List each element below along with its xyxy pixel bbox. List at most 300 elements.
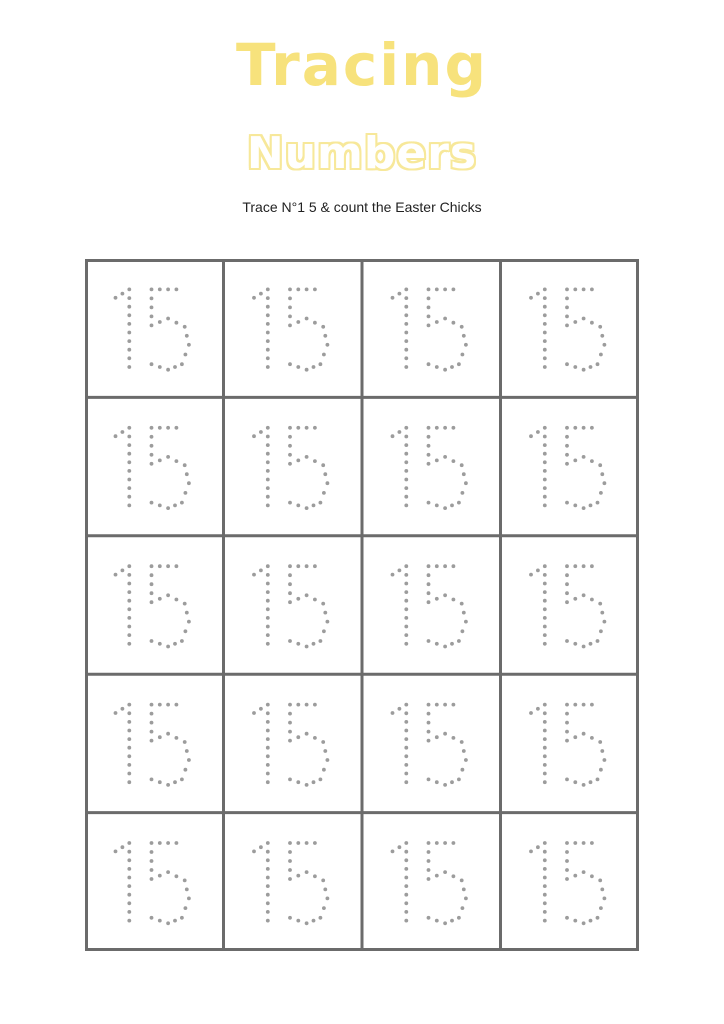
digit-one-dot bbox=[404, 772, 408, 776]
digit-five-dot bbox=[323, 888, 327, 892]
digit-five-dot bbox=[427, 462, 431, 466]
tracing-cell bbox=[252, 426, 329, 510]
digit-five-dot bbox=[427, 721, 431, 725]
digit-five-dot bbox=[312, 919, 316, 923]
digit-five-dot bbox=[158, 459, 162, 463]
digit-five-dot bbox=[288, 297, 292, 301]
digit-five-dot bbox=[288, 730, 292, 734]
digit-five-dot bbox=[321, 602, 325, 606]
digit-five-dot bbox=[443, 732, 447, 736]
tracing-cell bbox=[391, 841, 468, 925]
digit-five-dot bbox=[312, 365, 316, 369]
tracing-cell bbox=[252, 841, 329, 925]
digit-one-dot bbox=[543, 599, 547, 603]
digit-one-dot bbox=[266, 495, 270, 499]
digit-one-dot bbox=[404, 322, 408, 326]
digit-one-dot bbox=[266, 452, 270, 456]
digit-one-dot bbox=[266, 625, 270, 629]
digit-one-dot bbox=[266, 746, 270, 750]
digit-five-dot bbox=[185, 472, 189, 476]
digit-five-dot bbox=[590, 426, 594, 430]
digit-five-dot bbox=[305, 593, 309, 597]
digit-five-dot bbox=[450, 642, 454, 646]
digit-one-dot bbox=[543, 858, 547, 862]
digit-five-dot bbox=[150, 453, 154, 457]
digit-five-dot bbox=[427, 362, 431, 366]
digit-one-dot bbox=[266, 607, 270, 611]
digit-five-dot bbox=[187, 620, 191, 624]
digit-one-dot bbox=[252, 434, 256, 438]
digit-five-dot bbox=[185, 334, 189, 338]
digit-five-dot bbox=[288, 435, 292, 439]
digit-one-dot bbox=[114, 434, 118, 438]
digit-five-dot bbox=[184, 768, 188, 772]
digit-five-dot bbox=[464, 343, 468, 347]
digit-five-dot bbox=[427, 501, 431, 505]
tracing-cell bbox=[391, 426, 468, 510]
digit-five-dot bbox=[590, 564, 594, 568]
digit-five-dot bbox=[452, 459, 456, 463]
digit-five-dot bbox=[323, 472, 327, 476]
digit-five-dot bbox=[296, 841, 300, 845]
digit-one-dot bbox=[404, 746, 408, 750]
digit-five-dot bbox=[326, 343, 330, 347]
digit-five-dot bbox=[582, 703, 586, 707]
digit-five-dot bbox=[313, 459, 317, 463]
digit-five-dot bbox=[322, 353, 326, 357]
digit-one-dot bbox=[127, 426, 131, 430]
digit-five-dot bbox=[296, 735, 300, 739]
digit-one-dot bbox=[404, 331, 408, 335]
digit-one-dot bbox=[404, 452, 408, 456]
digit-five-dot bbox=[435, 642, 439, 646]
digit-one-dot bbox=[543, 582, 547, 586]
digit-five-dot bbox=[150, 573, 154, 577]
digit-one-dot bbox=[266, 331, 270, 335]
digit-one-dot bbox=[404, 305, 408, 309]
digit-five-dot bbox=[321, 325, 325, 329]
digit-one-dot bbox=[114, 711, 118, 715]
digit-one-dot bbox=[266, 876, 270, 880]
digit-five-dot bbox=[313, 321, 317, 325]
digit-one-dot bbox=[127, 599, 131, 603]
digit-one-dot bbox=[529, 573, 533, 577]
digit-five-dot bbox=[565, 462, 569, 466]
digit-five-dot bbox=[296, 703, 300, 707]
digit-five-dot bbox=[323, 749, 327, 753]
digit-five-dot bbox=[323, 611, 327, 615]
digit-five-dot bbox=[427, 582, 431, 586]
digit-five-dot bbox=[599, 353, 603, 357]
digit-one-dot bbox=[121, 430, 125, 434]
digit-five-dot bbox=[322, 491, 326, 495]
digit-one-dot bbox=[266, 901, 270, 905]
digit-one-dot bbox=[404, 313, 408, 317]
digit-five-dot bbox=[288, 877, 292, 881]
digit-one-dot bbox=[127, 737, 131, 741]
digit-five-dot bbox=[589, 919, 593, 923]
digit-one-dot bbox=[127, 642, 131, 646]
digit-five-dot bbox=[296, 504, 300, 508]
digit-five-dot bbox=[185, 749, 189, 753]
digit-five-dot bbox=[590, 736, 594, 740]
digit-one-dot bbox=[266, 469, 270, 473]
digit-five-dot bbox=[319, 916, 323, 920]
digit-five-dot bbox=[464, 758, 468, 762]
digit-five-dot bbox=[596, 501, 600, 505]
digit-one-dot bbox=[543, 590, 547, 594]
digit-one-dot bbox=[404, 703, 408, 707]
digit-five-dot bbox=[573, 426, 577, 430]
digit-five-dot bbox=[150, 582, 154, 586]
digit-five-dot bbox=[288, 859, 292, 863]
digit-one-dot bbox=[404, 919, 408, 923]
digit-one-dot bbox=[529, 434, 533, 438]
digit-five-dot bbox=[319, 501, 323, 505]
digit-five-dot bbox=[305, 783, 309, 787]
digit-five-dot bbox=[457, 501, 461, 505]
digit-five-dot bbox=[582, 593, 586, 597]
digit-five-dot bbox=[180, 639, 184, 643]
digit-five-dot bbox=[288, 703, 292, 707]
digit-one-dot bbox=[259, 569, 263, 573]
tracing-cell bbox=[114, 426, 191, 510]
tracing-grid bbox=[85, 259, 639, 951]
digit-five-dot bbox=[600, 472, 604, 476]
digit-one-dot bbox=[127, 884, 131, 888]
digit-one-dot bbox=[127, 858, 131, 862]
digit-five-dot bbox=[590, 841, 594, 845]
digit-one-dot bbox=[266, 867, 270, 871]
digit-one-dot bbox=[391, 850, 395, 854]
digit-five-dot bbox=[150, 288, 154, 292]
digit-one-dot bbox=[391, 711, 395, 715]
digit-one-dot bbox=[391, 296, 395, 300]
digit-one-dot bbox=[266, 772, 270, 776]
digit-one-dot bbox=[404, 642, 408, 646]
digit-five-dot bbox=[452, 598, 456, 602]
digit-one-dot bbox=[127, 607, 131, 611]
digit-five-dot bbox=[457, 778, 461, 782]
digit-one-dot bbox=[127, 478, 131, 482]
digit-five-dot bbox=[573, 459, 577, 463]
digit-one-dot bbox=[543, 867, 547, 871]
digit-five-dot bbox=[288, 600, 292, 604]
digit-one-dot bbox=[114, 573, 118, 577]
digit-five-dot bbox=[288, 721, 292, 725]
digit-five-dot bbox=[565, 297, 569, 301]
digit-five-dot bbox=[313, 736, 317, 740]
digit-one-dot bbox=[266, 642, 270, 646]
digit-one-dot bbox=[114, 296, 118, 300]
digit-five-dot bbox=[582, 783, 586, 787]
digit-five-dot bbox=[443, 645, 447, 649]
digit-five-dot bbox=[600, 334, 604, 338]
digit-one-dot bbox=[543, 313, 547, 317]
digit-one-dot bbox=[543, 729, 547, 733]
digit-one-dot bbox=[404, 858, 408, 862]
digit-one-dot bbox=[266, 884, 270, 888]
digit-one-dot bbox=[127, 867, 131, 871]
digit-five-dot bbox=[565, 362, 569, 366]
digit-five-dot bbox=[150, 703, 154, 707]
digit-one-dot bbox=[127, 348, 131, 352]
digit-five-dot bbox=[158, 841, 162, 845]
digit-five-dot bbox=[175, 841, 179, 845]
digit-five-dot bbox=[150, 297, 154, 301]
digit-one-dot bbox=[404, 780, 408, 784]
digit-five-dot bbox=[427, 297, 431, 301]
digit-five-dot bbox=[582, 921, 586, 925]
digit-five-dot bbox=[187, 343, 191, 347]
digit-five-dot bbox=[150, 600, 154, 604]
digit-five-dot bbox=[158, 919, 162, 923]
digit-five-dot bbox=[427, 591, 431, 595]
digit-five-dot bbox=[166, 368, 170, 372]
digit-five-dot bbox=[166, 317, 170, 321]
digit-five-dot bbox=[565, 712, 569, 716]
digit-one-dot bbox=[404, 348, 408, 352]
digit-five-dot bbox=[187, 758, 191, 762]
digit-one-dot bbox=[404, 625, 408, 629]
digit-five-dot bbox=[452, 703, 456, 707]
digit-one-dot bbox=[266, 754, 270, 758]
digit-five-dot bbox=[464, 481, 468, 485]
digit-five-dot bbox=[599, 906, 603, 910]
digit-five-dot bbox=[443, 921, 447, 925]
digit-five-dot bbox=[175, 874, 179, 878]
digit-one-dot bbox=[404, 495, 408, 499]
digit-one-dot bbox=[121, 569, 125, 573]
digit-one-dot bbox=[127, 322, 131, 326]
digit-five-dot bbox=[150, 778, 154, 782]
digit-one-dot bbox=[266, 919, 270, 923]
digit-one-dot bbox=[404, 720, 408, 724]
digit-five-dot bbox=[296, 320, 300, 324]
digit-five-dot bbox=[435, 874, 439, 878]
tracing-cell bbox=[114, 841, 191, 925]
digit-five-dot bbox=[305, 921, 309, 925]
digit-one-dot bbox=[266, 486, 270, 490]
digit-one-dot bbox=[404, 633, 408, 637]
digit-five-dot bbox=[596, 639, 600, 643]
digit-one-dot bbox=[127, 564, 131, 568]
digit-five-dot bbox=[326, 481, 330, 485]
digit-five-dot bbox=[427, 859, 431, 863]
digit-five-dot bbox=[582, 732, 586, 736]
digit-five-dot bbox=[313, 841, 317, 845]
digit-five-dot bbox=[573, 874, 577, 878]
digit-one-dot bbox=[543, 711, 547, 715]
digit-one-dot bbox=[266, 322, 270, 326]
digit-five-dot bbox=[573, 320, 577, 324]
digit-five-dot bbox=[565, 639, 569, 643]
digit-one-dot bbox=[404, 754, 408, 758]
digit-five-dot bbox=[150, 315, 154, 319]
digit-one-dot bbox=[127, 763, 131, 767]
digit-five-dot bbox=[305, 455, 309, 459]
digit-one-dot bbox=[266, 599, 270, 603]
digit-five-dot bbox=[435, 288, 439, 292]
digit-five-dot bbox=[175, 736, 179, 740]
digit-five-dot bbox=[288, 324, 292, 328]
digit-five-dot bbox=[166, 921, 170, 925]
digit-five-dot bbox=[296, 288, 300, 292]
digit-five-dot bbox=[183, 602, 187, 606]
digit-five-dot bbox=[582, 645, 586, 649]
digit-five-dot bbox=[450, 365, 454, 369]
digit-five-dot bbox=[288, 850, 292, 854]
digit-one-dot bbox=[127, 850, 131, 854]
digit-five-dot bbox=[319, 778, 323, 782]
digit-one-dot bbox=[536, 569, 540, 573]
digit-five-dot bbox=[158, 365, 162, 369]
digit-five-dot bbox=[590, 598, 594, 602]
digit-five-dot bbox=[590, 321, 594, 325]
digit-five-dot bbox=[166, 870, 170, 874]
digit-five-dot bbox=[573, 642, 577, 646]
digit-one-dot bbox=[266, 841, 270, 845]
digit-five-dot bbox=[460, 740, 464, 744]
digit-one-dot bbox=[543, 469, 547, 473]
digit-five-dot bbox=[573, 780, 577, 784]
digit-five-dot bbox=[158, 288, 162, 292]
digit-one-dot bbox=[404, 339, 408, 343]
digit-five-dot bbox=[427, 288, 431, 292]
digit-one-dot bbox=[127, 305, 131, 309]
digit-five-dot bbox=[596, 778, 600, 782]
digit-five-dot bbox=[443, 783, 447, 787]
digit-one-dot bbox=[404, 599, 408, 603]
digit-five-dot bbox=[180, 501, 184, 505]
digit-one-dot bbox=[266, 348, 270, 352]
tracing-cell bbox=[252, 288, 329, 372]
digit-one-dot bbox=[404, 893, 408, 897]
digit-five-dot bbox=[305, 506, 309, 510]
digit-five-dot bbox=[150, 721, 154, 725]
digit-one-dot bbox=[127, 841, 131, 845]
digit-five-dot bbox=[150, 850, 154, 854]
digit-five-dot bbox=[175, 598, 179, 602]
digit-five-dot bbox=[158, 597, 162, 601]
digit-five-dot bbox=[435, 735, 439, 739]
digit-five-dot bbox=[573, 841, 577, 845]
digit-one-dot bbox=[266, 633, 270, 637]
digit-five-dot bbox=[603, 481, 607, 485]
digit-five-dot bbox=[598, 325, 602, 329]
digit-five-dot bbox=[305, 368, 309, 372]
digit-one-dot bbox=[543, 633, 547, 637]
digit-five-dot bbox=[435, 320, 439, 324]
digit-one-dot bbox=[266, 893, 270, 897]
digit-one-dot bbox=[543, 305, 547, 309]
digit-one-dot bbox=[543, 607, 547, 611]
digit-one-dot bbox=[404, 910, 408, 914]
digit-five-dot bbox=[565, 453, 569, 457]
digit-one-dot bbox=[127, 919, 131, 923]
digit-one-dot bbox=[127, 901, 131, 905]
digit-five-dot bbox=[443, 506, 447, 510]
digit-one-dot bbox=[398, 845, 402, 849]
digit-five-dot bbox=[150, 712, 154, 716]
digit-five-dot bbox=[582, 455, 586, 459]
digit-five-dot bbox=[599, 629, 603, 633]
digit-five-dot bbox=[427, 600, 431, 604]
digit-one-dot bbox=[543, 460, 547, 464]
digit-one-dot bbox=[543, 486, 547, 490]
digit-one-dot bbox=[266, 910, 270, 914]
digit-one-dot bbox=[404, 478, 408, 482]
digit-five-dot bbox=[173, 642, 177, 646]
digit-five-dot bbox=[166, 506, 170, 510]
digit-one-dot bbox=[127, 876, 131, 880]
digit-five-dot bbox=[565, 573, 569, 577]
digit-five-dot bbox=[457, 639, 461, 643]
digit-five-dot bbox=[288, 362, 292, 366]
digit-five-dot bbox=[435, 564, 439, 568]
digit-one-dot bbox=[266, 737, 270, 741]
digit-five-dot bbox=[313, 703, 317, 707]
digit-five-dot bbox=[427, 730, 431, 734]
digit-five-dot bbox=[288, 462, 292, 466]
digit-five-dot bbox=[427, 778, 431, 782]
digit-five-dot bbox=[460, 325, 464, 329]
digit-one-dot bbox=[259, 292, 263, 296]
digit-five-dot bbox=[288, 591, 292, 595]
tracing-cell bbox=[529, 426, 606, 510]
digit-one-dot bbox=[252, 711, 256, 715]
digit-one-dot bbox=[127, 729, 131, 733]
digit-one-dot bbox=[404, 296, 408, 300]
digit-one-dot bbox=[391, 434, 395, 438]
digit-one-dot bbox=[404, 867, 408, 871]
digit-one-dot bbox=[266, 780, 270, 784]
digit-five-dot bbox=[313, 874, 317, 878]
digit-one-dot bbox=[252, 850, 256, 854]
digit-five-dot bbox=[305, 732, 309, 736]
digit-five-dot bbox=[565, 877, 569, 881]
digit-five-dot bbox=[296, 426, 300, 430]
digit-five-dot bbox=[183, 463, 187, 467]
digit-five-dot bbox=[183, 740, 187, 744]
digit-five-dot bbox=[173, 919, 177, 923]
digit-five-dot bbox=[166, 645, 170, 649]
digit-five-dot bbox=[443, 426, 447, 430]
digit-one-dot bbox=[127, 331, 131, 335]
tracing-cell bbox=[252, 703, 329, 787]
digit-one-dot bbox=[266, 435, 270, 439]
digit-five-dot bbox=[462, 334, 466, 338]
digit-five-dot bbox=[166, 732, 170, 736]
digit-one-dot bbox=[543, 426, 547, 430]
digit-one-dot bbox=[404, 356, 408, 360]
digit-five-dot bbox=[452, 564, 456, 568]
digit-five-dot bbox=[461, 629, 465, 633]
digit-five-dot bbox=[599, 491, 603, 495]
digit-one-dot bbox=[266, 296, 270, 300]
instruction-text: Trace N°1 5 & count the Easter Chicks bbox=[242, 199, 482, 215]
digit-five-dot bbox=[183, 325, 187, 329]
digit-five-dot bbox=[427, 564, 431, 568]
digit-one-dot bbox=[404, 607, 408, 611]
digit-one-dot bbox=[543, 780, 547, 784]
digit-five-dot bbox=[427, 573, 431, 577]
digit-one-dot bbox=[121, 845, 125, 849]
digit-one-dot bbox=[266, 305, 270, 309]
digit-one-dot bbox=[543, 772, 547, 776]
digit-five-dot bbox=[565, 501, 569, 505]
digit-one-dot bbox=[543, 331, 547, 335]
